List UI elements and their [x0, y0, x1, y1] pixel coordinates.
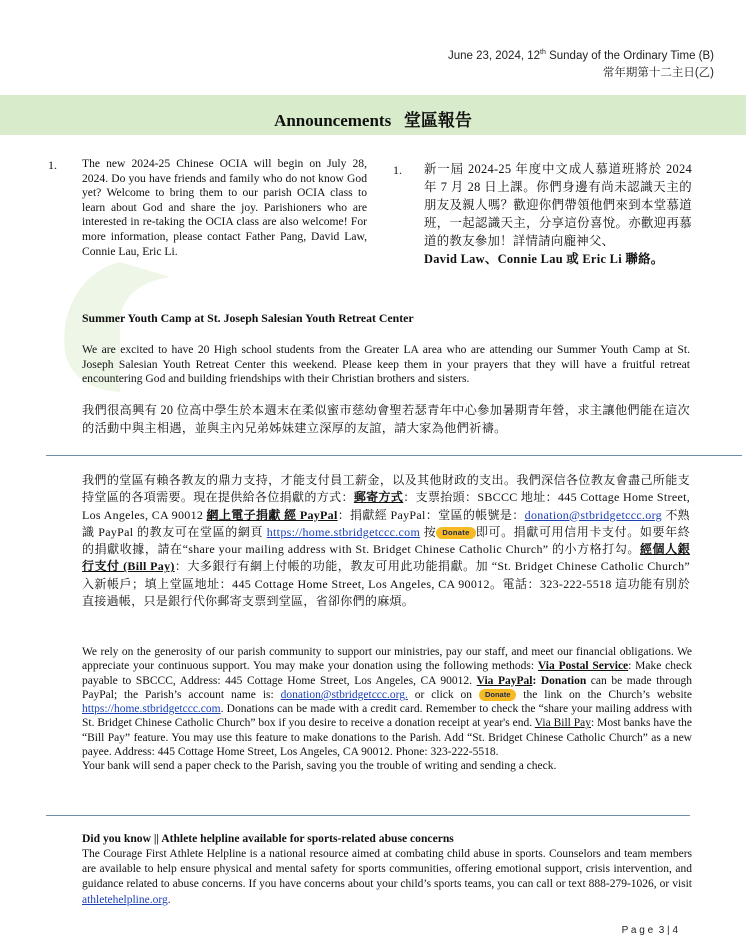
donation-zh: 我們的堂區有賴各教友的鼎力支持，才能支付員工薪金，以及其他財政的支出。我們深信各位教友會盡己所能支持堂區的各項需要。現在提供給各位捐獻的方式：郵寄方式：支票抬頭：SBCCC 地址：445 Cottage Home Street, Los Angeles, CA 90012 網上電子捐獻 經 PayPal：捐獻經 PayPal：堂區的帳號是：donation@stbridgetccc.org 不熟識 PayPal 的教友可在堂區的網頁 https://home.stbridgetccc.com 按 Donate 即可。捐獻可用信用卡支付。如要年終的捐獻收據，請在“share your mailing address with St. Bridget Chinese Catholic Church” 的小方格打勾。經個人銀行支付 (Bill Pay)：大多銀行有網上付帳的功能，教友可用此功能捐獻。加 “St. Bridget Chinese Catholic Church” 入新帳戶；填上堂區地址：445 Cottage Home Street, Los Angeles, CA 90012。電話：323-222-5518 這功能有別於直接過帳，只是銀行代你郵寄支票到堂區，省卻你們的麻煩。	[82, 473, 691, 609]
ocia-zh-text: 新一屆 2024-25 年度中文成人慕道班將於 2024 年 7 月 28 日上課。你們身邊有尚未認識天主的朋友及親人嗎？歡迎你們帶領他們來到本堂慕道班，一起認識天主，分享這份喜悅。亦歡迎再慕道的教友參加！詳情請向龐神父、 David Law、Connie Lau 或 Eric Li 聯絡。	[424, 162, 692, 266]
youth-camp-zh: 我們很高興有 20 位高中學生於本週末在柔似蜜市慈幼會聖若瑟青年中心參加暑期青年營，求主讓他們能在這次的活動中與主相遇，並與主內兄弟姊妹建立深厚的友誼，請大家為他們祈禱。	[82, 403, 690, 435]
bank-label: 經個人銀行支付 (Bill Pay)	[82, 542, 690, 574]
ocia-zh-number: 1.	[393, 163, 402, 177]
website-link[interactable]: https://home.stbridgetccc.com	[266, 524, 421, 539]
ocia-en-number: 1.	[48, 158, 57, 172]
athlete-text: The Courage First Athlete Helpline is a national resource aimed at combating child abuse in sports. Counselors and team members are available to help ensure physical and mental safety for sports communities, offering emotional support, crisis intervention, and guidance related to abuse concerns. If you have concerns about your child’s sports teams, you can call or text 888-279-1026, or visit athletehelpline.org.	[82, 848, 692, 906]
donation-en: We rely on the generosity of our parish community to support our ministries, pay our staff, and meet our financial obligations. We appreciate your continuous support. You may make your donation using the following methods: Via Postal Service: Make check payable to SBCCC, Address: 445 Cottage Home Street, Los Angeles, CA 90012. Via PayPal: Donation can be made through PayPal; the Parish’s account name is: donation@stbridgetccc.org. or click on Donate the link on the Church’s website https://home.stbridgetccc.com. Donations can be made with a credit card. Remember to check the “share your mailing address with St. Bridget Chinese Catholic Church” box if you desire to receive a donation receipt at year's end. Via Bill Pay: Most banks have the “Bill Pay” feature. You may use this feature to make donations to the Parish. Add “St. Bridget Chinese Catholic Church” as a new payee. Address: 445 Cottage Home Street, Los Angeles, CA 90012. Phone: 323-222-5518. Your bank will send a paper check to the Parish, saving you the trouble of writing and sending a check.	[82, 646, 693, 773]
page-number: P a g e 3 | 4	[621, 925, 678, 936]
athlete-title: Did you know || Athlete helpline available for sports-related abuse concerns	[82, 832, 454, 845]
paypal-label: Via PayPal	[476, 674, 533, 687]
divider-1	[46, 455, 742, 456]
youth-camp-en: We are excited to have 20 High school students from the Greater LA area who are attending our Summer Youth Camp at St. Joseph Salesian Youth Retreat Center this weekend. Please keep them in your prayers that they will have a fruitful retreat encountering God and building friendships with their Christian brothers and sisters.	[82, 343, 690, 386]
online-label: 網上電子捐獻 經 PayPal	[206, 507, 338, 522]
banner-title: Announcements 堂區報告	[274, 111, 472, 130]
mail-label: 郵寄方式	[353, 490, 404, 505]
donate-button[interactable]: Donate	[436, 527, 475, 539]
ocia-en-text: The new 2024-25 Chinese OCIA will begin on July 28, 2024. Do you have friends and family who do not know God yet? Welcome to bring them to our parish OCIA class to learn about God and share the joy. Parishioners who are interested in re-taking the OCIA class are also welcome! For more information, please contact Father Pang, David Law, Connie Lau, Eric Li.	[82, 157, 367, 258]
donation-email-link[interactable]: donation@stbridgetccc.org	[524, 507, 662, 522]
website-link-en[interactable]: https://home.stbridgetccc.com	[82, 703, 221, 716]
youth-camp-title: Summer Youth Camp at St. Joseph Salesian Youth Retreat Center	[82, 311, 414, 325]
chinese-date: 常年期第十二主日(乙)	[602, 67, 714, 79]
date-line: June 23, 2024, 12th Sunday of the Ordinary Time (B)	[447, 49, 714, 62]
divider-2	[46, 815, 690, 816]
donation-email-link-en[interactable]: donation@stbridgetccc.org.	[280, 688, 408, 701]
billpay-label: Via Bill Pay	[534, 717, 591, 730]
postal-label: Via Postal Service	[537, 660, 629, 673]
athlete-helpline-link[interactable]: athletehelpline.org	[82, 893, 168, 906]
donate-button-en[interactable]: Donate	[479, 689, 516, 701]
